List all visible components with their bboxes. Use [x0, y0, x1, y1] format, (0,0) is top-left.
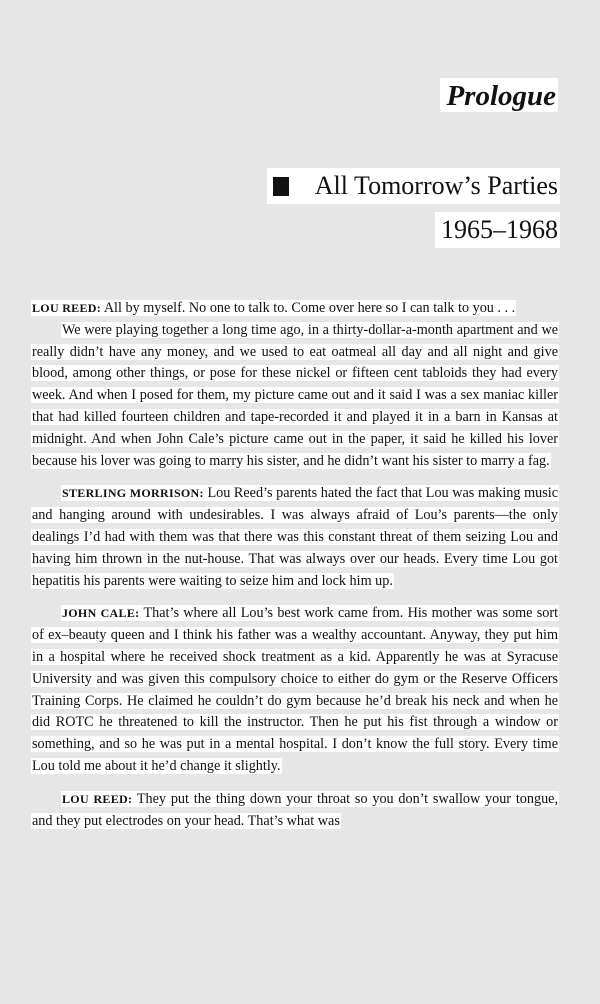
speaker-label: JOHN CALE:: [62, 606, 140, 621]
chapter-title-text: All Tomorrow’s Parties: [314, 171, 558, 200]
paragraph-text: We were playing together a long time ago, in a thirty-dollar-a-month apartment and we really didn’t have any money, and we used to eat oatmeal all day and all night and give blood, among other things, or pose for these nickel or fifteen cent tabloids they had every week. And when I posed for them, my picture came out and it said I was a sex maniac killer that had killed fourteen children and tape-recorded it and played it in a barn in Kansas at midnight. And when John Cale’s picture came out in the paper, it said he killed his lover because his lover was going to marry his sister, and he didn’t want his sister to marry a fag.: [32, 321, 558, 469]
speaker-label: LOU REED:: [32, 301, 102, 315]
paragraph-text: All by myself. No one to talk to. Come over here so I can talk to you . . .: [103, 300, 516, 316]
chapter-title: [267, 168, 560, 204]
passage-lou-reed-1: [31, 298, 559, 320]
passage-lou-reed-2: [31, 789, 559, 833]
passage-sterling-morrison: [31, 483, 559, 592]
body-text: [31, 298, 559, 832]
paragraph-text: That’s where all Lou’s best work came from. His mother was some sort of ex–beauty queen and I think his father was a wealthy accountant. Anyway, they put him in a hospital where he received shock treatment as a kid. Apparently he was at Syracuse University and was given this compulsory choice to either do gym or the Reserve Officers Training Corps. He claimed he couldn’t do gym because he’d break his neck and when he did ROTC he threatened to kill the instructor. Then he put his fist through a window or something, and so he was put in a mental hospital. I don’t know the full story. Every time Lou told me about it he’d change it slightly.: [32, 605, 559, 774]
chapter-years: 1965–1968: [435, 212, 560, 248]
chapter-bullet-square-icon: [273, 177, 289, 196]
paragraph-text: They put the thing down your throat so you don’t swallow your tongue, and they put electrodes on your head. That’s what was: [32, 790, 559, 829]
speaker-label: STERLING MORRISON:: [62, 486, 204, 501]
paragraph-text: Lou Reed’s parents hated the fact that Lou was making music and hanging around with undesirables. I was always afraid of Lou’s parents—the only dealings I’d had with them was that there was this constant threat of them seizing Lou and having him thrown in the nut-house. That was always over our heads. Every time Lou got hepatitis his parents were waiting to seize him and lock him up.: [32, 485, 559, 589]
passage-john-cale: [31, 603, 559, 777]
page-title: Prologue: [440, 78, 558, 112]
speaker-label: LOU REED:: [62, 791, 133, 806]
paragraph: [31, 320, 559, 473]
